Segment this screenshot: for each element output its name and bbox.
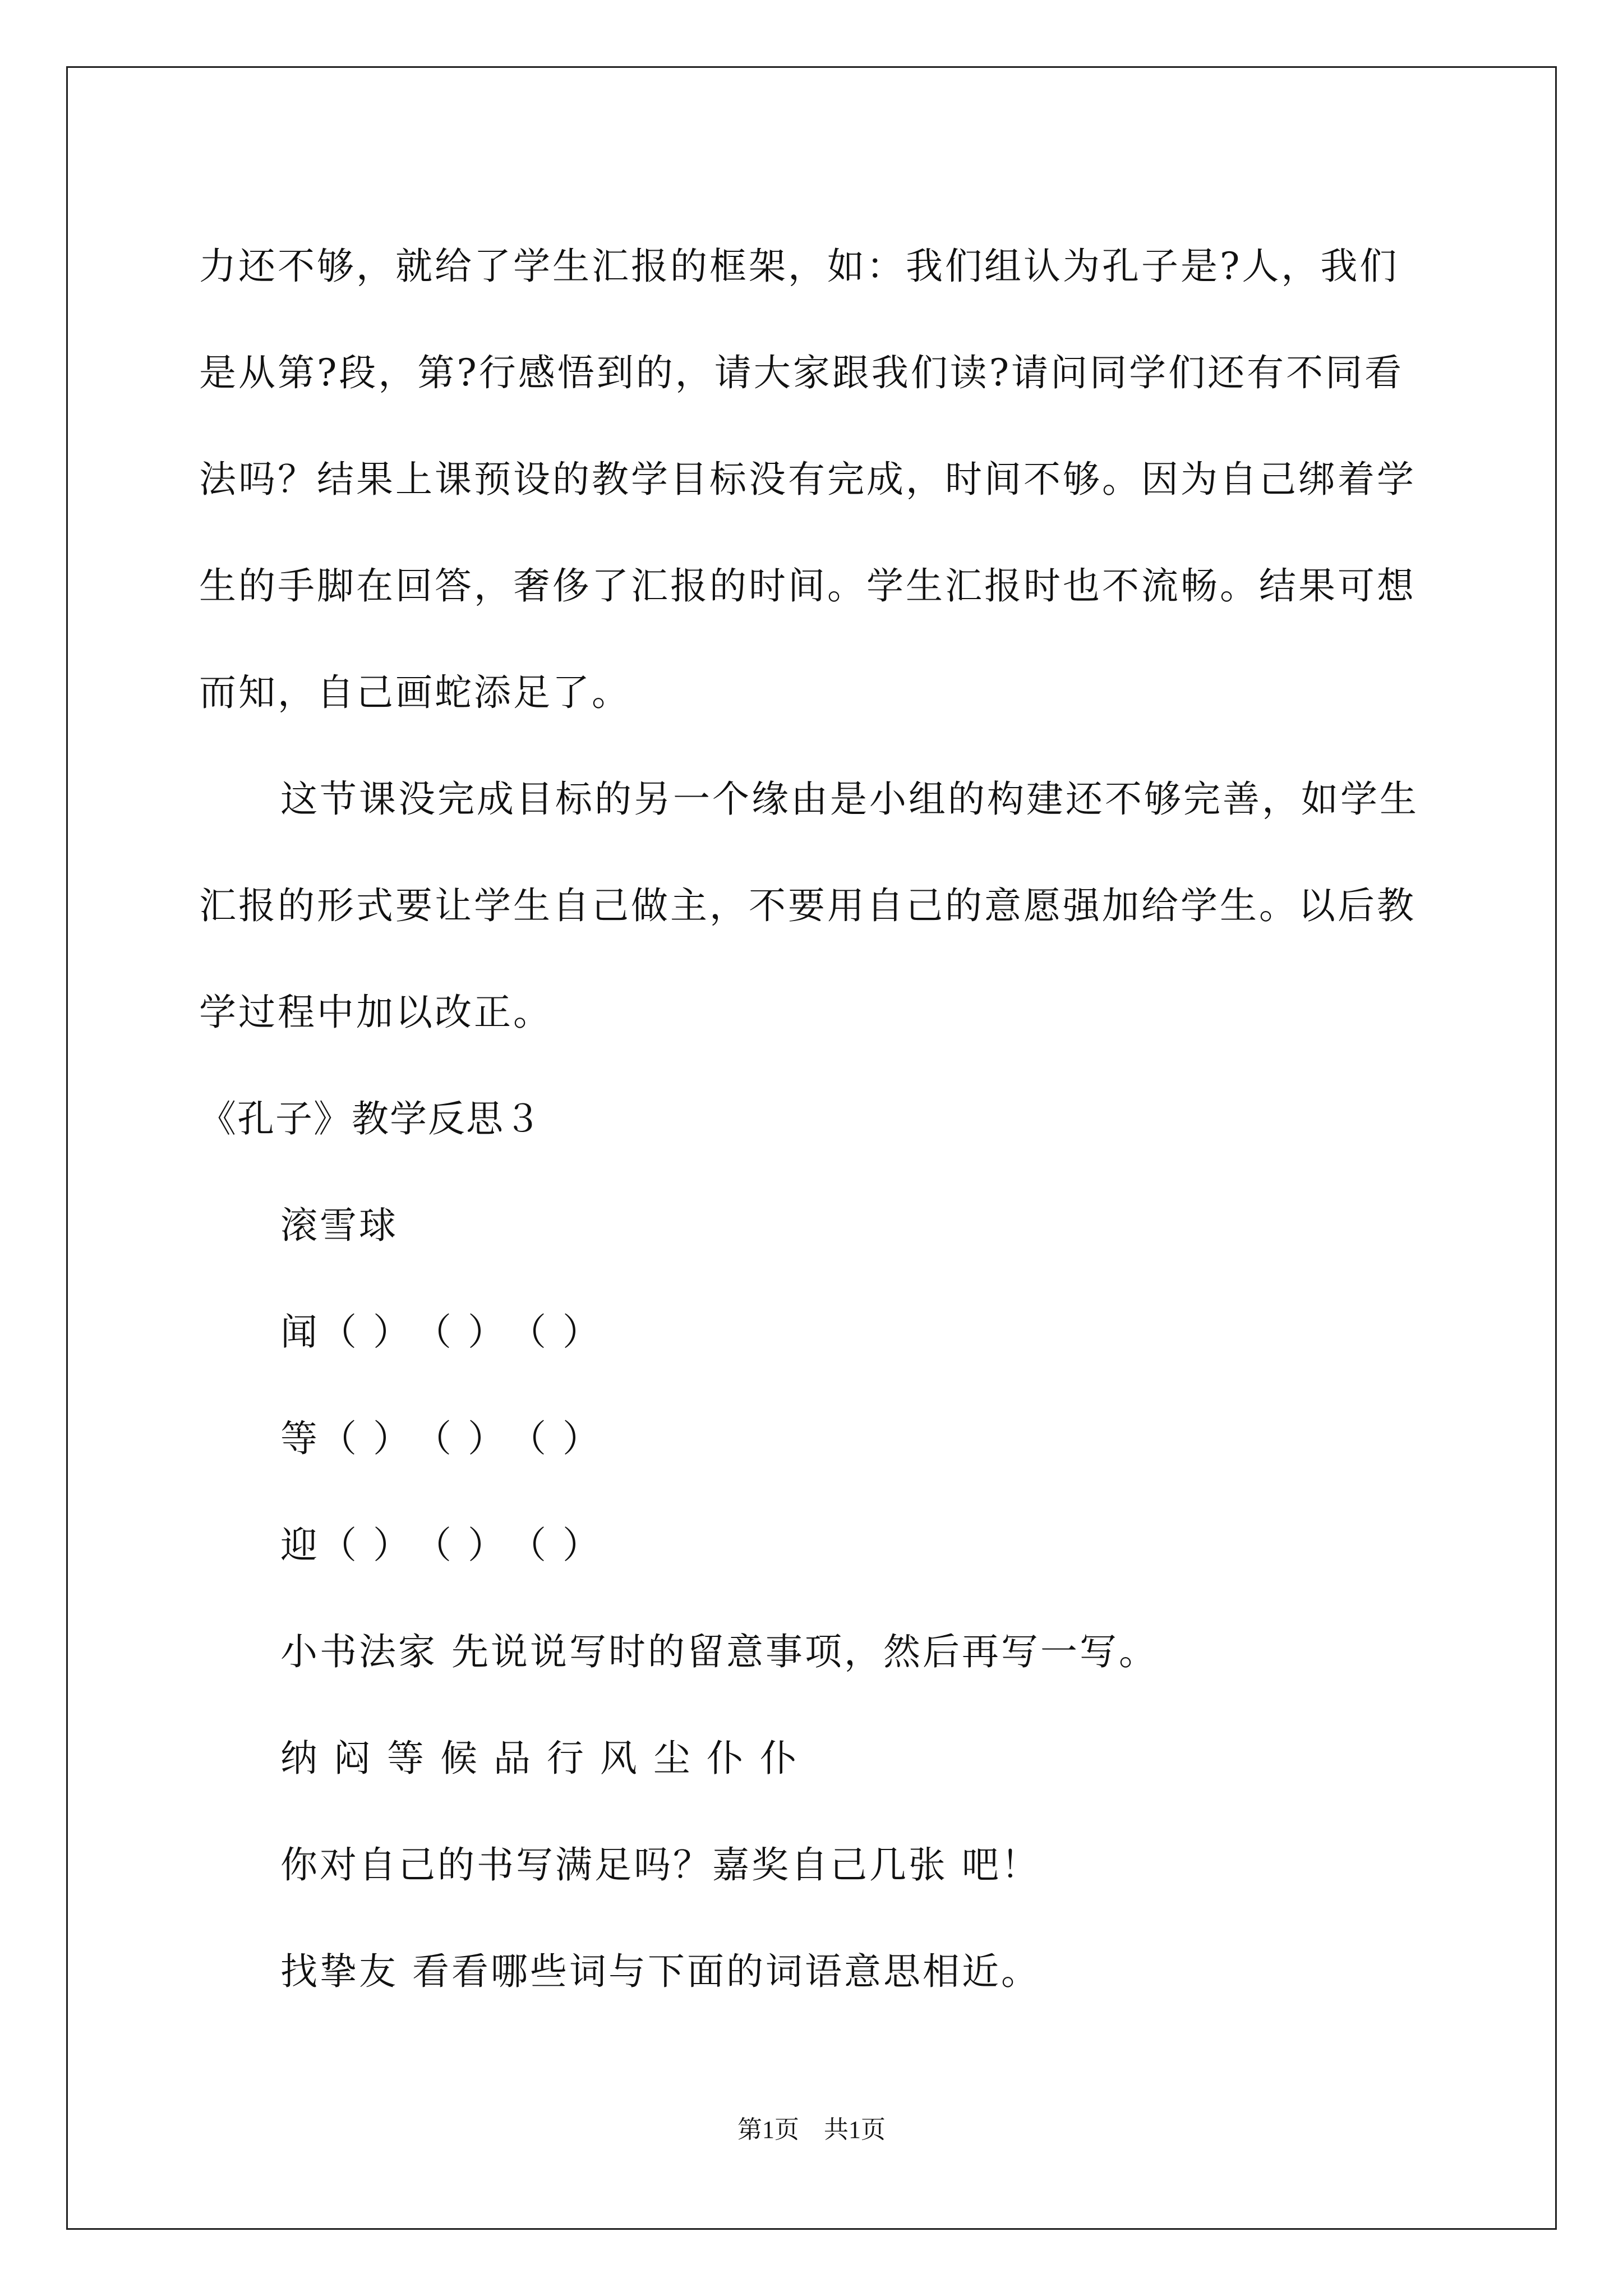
paragraph-2: 这节课没完成目标的另一个缘由是小组的构建还不够完善，如学生汇报的形式要让学生自己做主，不要用自己的意愿强加给学生。以后教学过程中加以改正。 [199,777,1419,1034]
exercise-synonyms: 找挚友 看看哪些词与下面的词语意思相近。 [280,1950,1040,1993]
exercise-line-wen: 闻（ ） （ ） （ ） [280,1310,602,1354]
exercise-snowball: 滚雪球 [280,1204,398,1247]
document-body [199,213,1433,2025]
exercise-self-evaluation: 你对自己的书写满足吗？嘉奖自己几张 吧！ [280,1843,1040,1887]
exercise-calligraphy: 小书法家 先说说写时的留意事项，然后再写一写。 [280,1630,1158,1673]
exercise-line-ying: 迎（ ） （ ） （ ） [280,1524,602,1567]
paragraph-1: 力还不够，就给了学生汇报的框架，如：我们组认为孔子是?人，我们是从第?段，第?行感悟到的，请大家跟我们读?请问同学们还有不同看法吗？结果上课预设的教学目标没有完成，时间不够。因为自己绑着学生的手脚在回答，奢侈了汇报的时间。学生汇报时也不流畅。结果可想而知，自己画蛇添足了。 [199,245,1416,714]
section-title: 《孔子》教学反思３ [199,1097,542,1140]
exercise-line-deng: 等（ ） （ ） （ ） [280,1417,602,1460]
exercise-characters: 纳 闷 等 候 品 行 风 尘 仆 仆 [280,1737,799,1780]
page-footer: 第1页 共1页 [737,2116,886,2143]
